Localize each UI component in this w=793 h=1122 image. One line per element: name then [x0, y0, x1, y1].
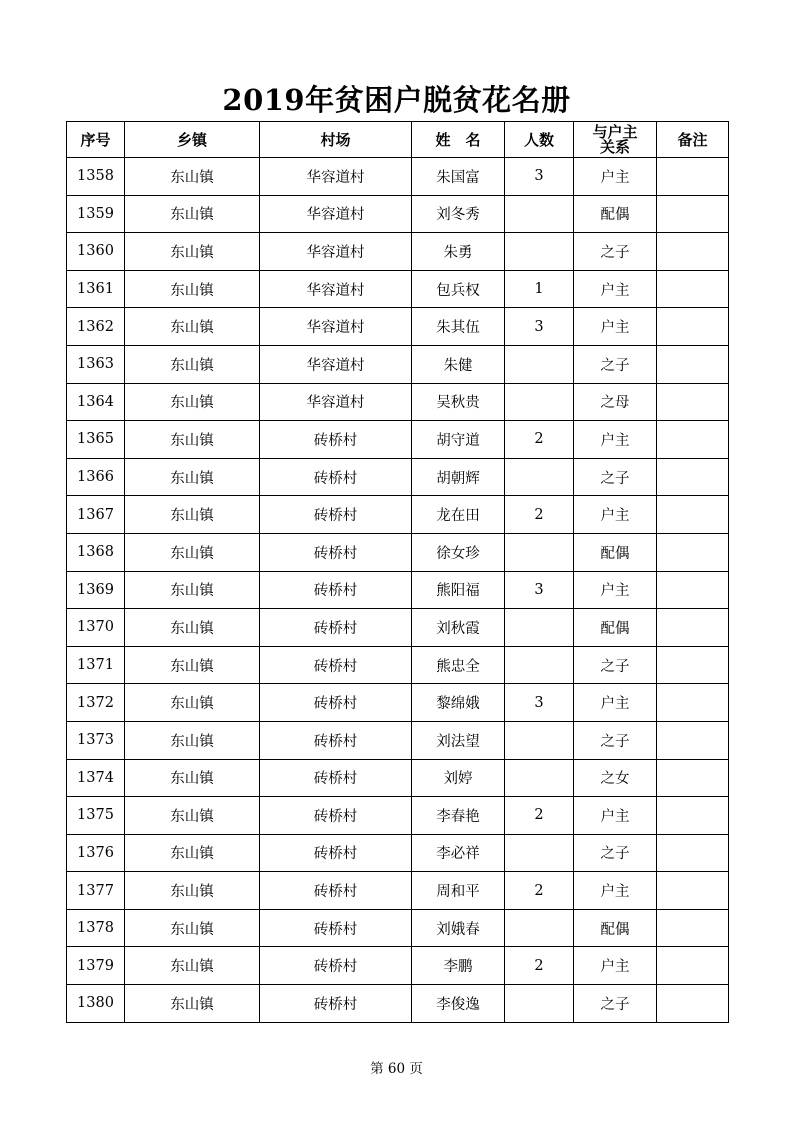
table-row: [67, 421, 729, 459]
cell-village: 砖桥村: [260, 759, 412, 797]
cell-remark: [657, 721, 729, 759]
cell-relation: 之子: [574, 985, 657, 1023]
cell-seq: 1377: [67, 872, 125, 910]
cell-seq: 1369: [67, 571, 125, 609]
table-row: [67, 909, 729, 947]
cell-count: [505, 646, 574, 684]
header-count: 人数: [505, 122, 574, 158]
cell-name: 胡守道: [412, 421, 505, 459]
table-row: [67, 872, 729, 910]
cell-village: 砖桥村: [260, 533, 412, 571]
cell-village: 华容道村: [260, 345, 412, 383]
cell-remark: [657, 158, 729, 196]
cell-name: 朱其伍: [412, 308, 505, 346]
cell-remark: [657, 872, 729, 910]
cell-remark: [657, 571, 729, 609]
header-relation-line1: 与户主: [592, 122, 638, 141]
cell-remark: [657, 458, 729, 496]
table-row: [67, 571, 729, 609]
cell-remark: [657, 345, 729, 383]
table-row: [67, 609, 729, 647]
cell-count: [505, 609, 574, 647]
cell-village: 砖桥村: [260, 571, 412, 609]
cell-town: 东山镇: [125, 571, 260, 609]
cell-remark: [657, 496, 729, 534]
table-row: [67, 270, 729, 308]
cell-count: 3: [505, 684, 574, 722]
cell-name: 刘法望: [412, 721, 505, 759]
cell-count: [505, 195, 574, 233]
cell-count: 2: [505, 947, 574, 985]
table-row: [67, 684, 729, 722]
cell-name: 朱健: [412, 345, 505, 383]
cell-seq: 1379: [67, 947, 125, 985]
cell-seq: 1366: [67, 458, 125, 496]
table-row: [67, 308, 729, 346]
cell-relation: 之女: [574, 759, 657, 797]
header-relation: [574, 122, 657, 158]
cell-town: 东山镇: [125, 797, 260, 835]
cell-name: 刘冬秀: [412, 195, 505, 233]
cell-seq: 1361: [67, 270, 125, 308]
cell-count: 1: [505, 270, 574, 308]
cell-name: 熊阳福: [412, 571, 505, 609]
cell-village: 砖桥村: [260, 947, 412, 985]
cell-village: 华容道村: [260, 233, 412, 271]
cell-town: 东山镇: [125, 985, 260, 1023]
cell-remark: [657, 233, 729, 271]
cell-town: 东山镇: [125, 909, 260, 947]
table-row: [67, 383, 729, 421]
cell-name: 朱国富: [412, 158, 505, 196]
cell-seq: 1371: [67, 646, 125, 684]
cell-remark: [657, 646, 729, 684]
cell-name: 李必祥: [412, 834, 505, 872]
cell-village: 砖桥村: [260, 872, 412, 910]
cell-village: 砖桥村: [260, 684, 412, 722]
cell-town: 东山镇: [125, 233, 260, 271]
header-town: 乡镇: [125, 122, 260, 158]
cell-count: [505, 458, 574, 496]
cell-seq: 1362: [67, 308, 125, 346]
cell-seq: 1364: [67, 383, 125, 421]
cell-remark: [657, 421, 729, 459]
cell-seq: 1372: [67, 684, 125, 722]
cell-seq: 1370: [67, 609, 125, 647]
cell-town: 东山镇: [125, 721, 260, 759]
cell-seq: 1368: [67, 533, 125, 571]
cell-remark: [657, 797, 729, 835]
cell-name: 李春艳: [412, 797, 505, 835]
cell-relation: 户主: [574, 797, 657, 835]
cell-count: [505, 834, 574, 872]
table-row: [67, 195, 729, 233]
cell-town: 东山镇: [125, 195, 260, 233]
cell-count: 2: [505, 496, 574, 534]
cell-seq: 1373: [67, 721, 125, 759]
table-row: [67, 759, 729, 797]
cell-seq: 1375: [67, 797, 125, 835]
cell-village: 砖桥村: [260, 646, 412, 684]
cell-name: 李俊逸: [412, 985, 505, 1023]
cell-village: 华容道村: [260, 383, 412, 421]
cell-name: 徐女珍: [412, 533, 505, 571]
cell-seq: 1367: [67, 496, 125, 534]
header-seq: 序号: [67, 122, 125, 158]
cell-remark: [657, 533, 729, 571]
cell-town: 东山镇: [125, 533, 260, 571]
cell-name: 刘娥春: [412, 909, 505, 947]
cell-relation: 之子: [574, 233, 657, 271]
cell-remark: [657, 609, 729, 647]
cell-name: 刘婷: [412, 759, 505, 797]
table-row: [67, 721, 729, 759]
cell-seq: 1358: [67, 158, 125, 196]
table-row: [67, 834, 729, 872]
poverty-roster-table: [66, 121, 729, 1023]
cell-seq: 1363: [67, 345, 125, 383]
cell-relation: 户主: [574, 947, 657, 985]
cell-seq: 1374: [67, 759, 125, 797]
cell-remark: [657, 985, 729, 1023]
cell-town: 东山镇: [125, 421, 260, 459]
cell-count: [505, 233, 574, 271]
cell-count: [505, 721, 574, 759]
table-body: [67, 158, 729, 1023]
cell-count: [505, 759, 574, 797]
cell-village: 砖桥村: [260, 496, 412, 534]
cell-relation: 配偶: [574, 195, 657, 233]
cell-count: 2: [505, 872, 574, 910]
cell-name: 黎绵娥: [412, 684, 505, 722]
cell-village: 华容道村: [260, 308, 412, 346]
cell-relation: 户主: [574, 308, 657, 346]
table-row: [67, 985, 729, 1023]
cell-name: 吴秋贵: [412, 383, 505, 421]
cell-remark: [657, 834, 729, 872]
cell-seq: 1376: [67, 834, 125, 872]
cell-name: 周和平: [412, 872, 505, 910]
cell-relation: 配偶: [574, 533, 657, 571]
table-row: [67, 947, 729, 985]
cell-remark: [657, 684, 729, 722]
cell-town: 东山镇: [125, 834, 260, 872]
cell-remark: [657, 759, 729, 797]
cell-town: 东山镇: [125, 684, 260, 722]
cell-count: [505, 985, 574, 1023]
cell-town: 东山镇: [125, 872, 260, 910]
cell-count: 3: [505, 158, 574, 196]
cell-relation: 户主: [574, 158, 657, 196]
cell-village: 砖桥村: [260, 985, 412, 1023]
cell-town: 东山镇: [125, 496, 260, 534]
cell-relation: 之子: [574, 834, 657, 872]
document-title: 2019年贫困户脱贫花名册: [222, 83, 571, 117]
cell-count: [505, 909, 574, 947]
cell-count: [505, 383, 574, 421]
cell-relation: 之母: [574, 383, 657, 421]
cell-count: 3: [505, 308, 574, 346]
cell-remark: [657, 195, 729, 233]
cell-relation: 户主: [574, 496, 657, 534]
cell-seq: 1359: [67, 195, 125, 233]
cell-relation: 户主: [574, 270, 657, 308]
cell-town: 东山镇: [125, 308, 260, 346]
page-number: 第 60 页: [370, 1061, 423, 1077]
table-row: [67, 533, 729, 571]
cell-count: 2: [505, 421, 574, 459]
cell-village: 砖桥村: [260, 834, 412, 872]
cell-village: 华容道村: [260, 195, 412, 233]
cell-name: 龙在田: [412, 496, 505, 534]
cell-village: 砖桥村: [260, 797, 412, 835]
cell-town: 东山镇: [125, 458, 260, 496]
cell-town: 东山镇: [125, 646, 260, 684]
cell-town: 东山镇: [125, 270, 260, 308]
cell-remark: [657, 308, 729, 346]
table-header-row: [67, 122, 729, 158]
table-row: [67, 797, 729, 835]
cell-remark: [657, 270, 729, 308]
cell-village: 华容道村: [260, 270, 412, 308]
cell-relation: 配偶: [574, 909, 657, 947]
cell-relation: 之子: [574, 646, 657, 684]
header-village: 村场: [260, 122, 412, 158]
cell-remark: [657, 383, 729, 421]
cell-name: 李鹏: [412, 947, 505, 985]
cell-village: 砖桥村: [260, 458, 412, 496]
cell-village: 砖桥村: [260, 721, 412, 759]
cell-seq: 1378: [67, 909, 125, 947]
cell-town: 东山镇: [125, 759, 260, 797]
cell-relation: 户主: [574, 571, 657, 609]
header-name: 姓 名: [412, 122, 505, 158]
cell-relation: 配偶: [574, 609, 657, 647]
cell-village: 砖桥村: [260, 609, 412, 647]
cell-count: 2: [505, 797, 574, 835]
cell-name: 熊忠全: [412, 646, 505, 684]
header-relation-line2: 关系: [599, 137, 630, 156]
cell-town: 东山镇: [125, 345, 260, 383]
table-row: [67, 345, 729, 383]
table-row: [67, 458, 729, 496]
table-row: [67, 158, 729, 196]
cell-remark: [657, 947, 729, 985]
cell-count: [505, 533, 574, 571]
cell-count: 3: [505, 571, 574, 609]
table-row: [67, 646, 729, 684]
cell-remark: [657, 909, 729, 947]
table-row: [67, 233, 729, 271]
cell-relation: 之子: [574, 458, 657, 496]
cell-relation: 户主: [574, 872, 657, 910]
cell-name: 刘秋霞: [412, 609, 505, 647]
cell-name: 包兵权: [412, 270, 505, 308]
cell-seq: 1360: [67, 233, 125, 271]
cell-name: 朱勇: [412, 233, 505, 271]
cell-count: [505, 345, 574, 383]
cell-village: 华容道村: [260, 158, 412, 196]
cell-village: 砖桥村: [260, 909, 412, 947]
cell-town: 东山镇: [125, 947, 260, 985]
cell-relation: 户主: [574, 684, 657, 722]
cell-village: 砖桥村: [260, 421, 412, 459]
cell-relation: 之子: [574, 721, 657, 759]
cell-name: 胡朝辉: [412, 458, 505, 496]
cell-relation: 之子: [574, 345, 657, 383]
cell-town: 东山镇: [125, 383, 260, 421]
cell-seq: 1380: [67, 985, 125, 1023]
cell-relation: 户主: [574, 421, 657, 459]
cell-seq: 1365: [67, 421, 125, 459]
cell-town: 东山镇: [125, 158, 260, 196]
header-remark: 备注: [657, 122, 729, 158]
cell-town: 东山镇: [125, 609, 260, 647]
table-row: [67, 496, 729, 534]
